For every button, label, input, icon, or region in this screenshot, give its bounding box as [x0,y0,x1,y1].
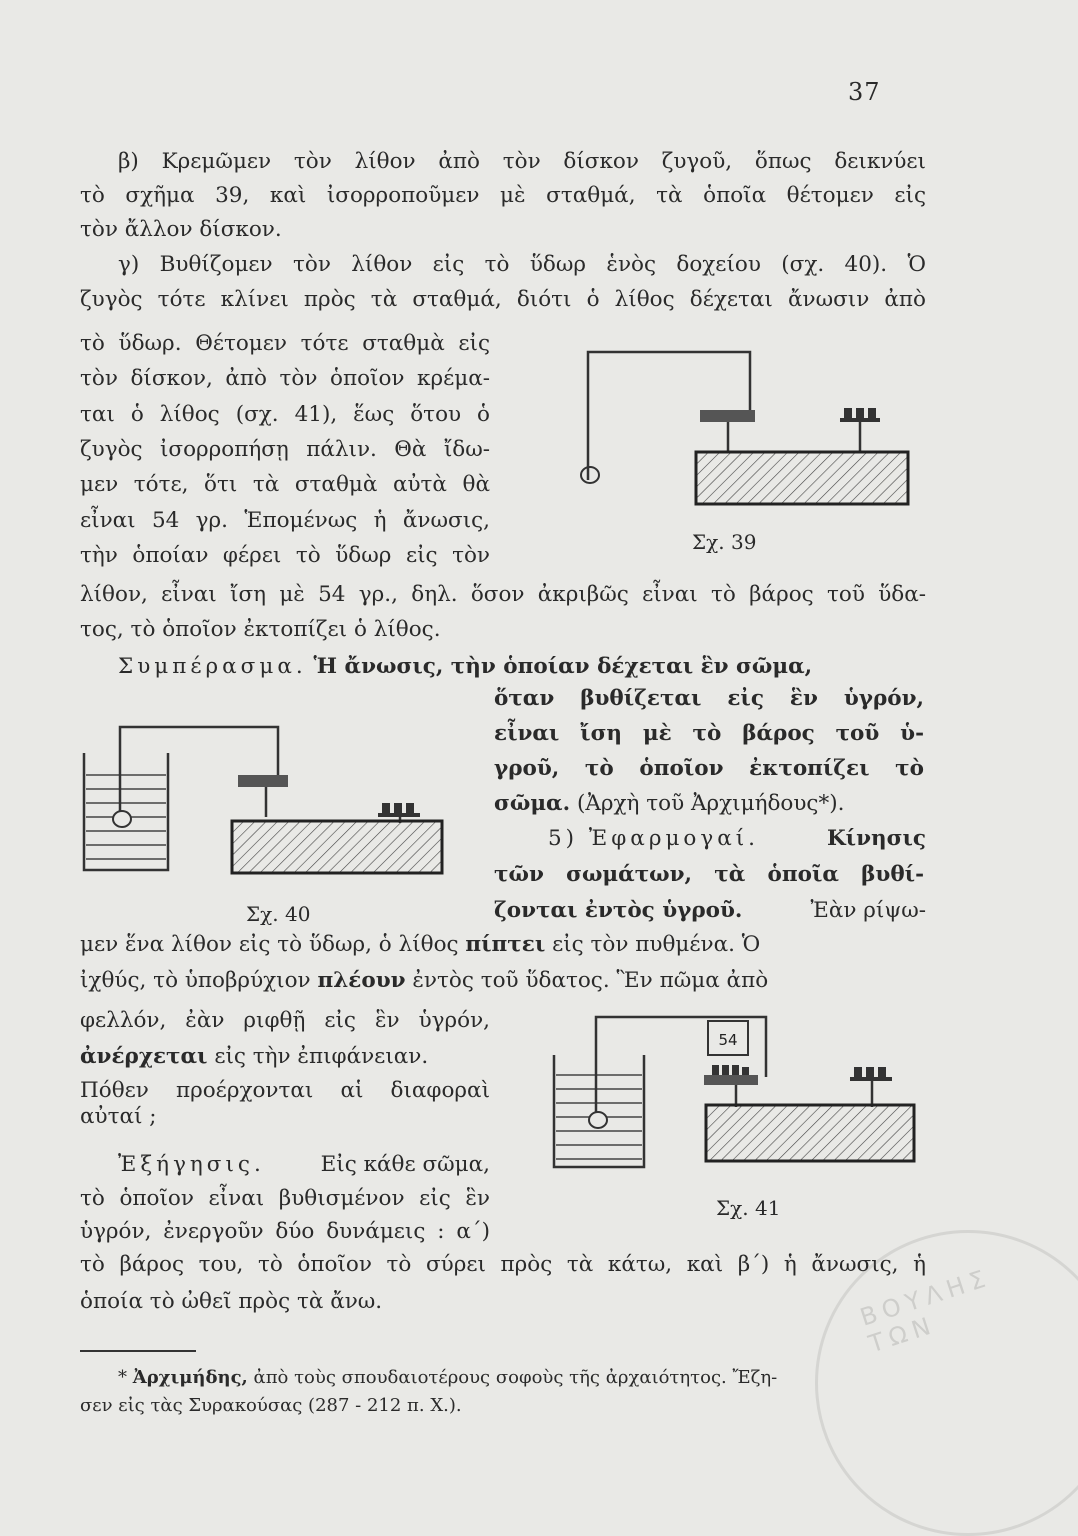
text-line: τὸ βάρος του, τὸ ὁποῖον τὸ σύρει πρὸς τὰ κάτω, καὶ β΄) ἡ ἄνωσις, ἡ [80,1252,926,1277]
text-line [494,787,844,821]
bold-text: σῶμα. [494,791,571,816]
section-heading: Συμπέρασμα. [118,654,307,679]
text-line [80,928,760,962]
bold-text: πλέουν [317,968,406,993]
bold-text: πίπτει [465,932,546,957]
weight-label: 54 [718,1031,738,1049]
right-pan [378,813,420,817]
bold-text: Ἀρχιμήδης, [132,1367,248,1388]
text-line: ζυγὸς τότε κλίνει πρὸς τὰ σταθμά, διότι ὁ λίθος δέχεται ἄνωσιν ἀπὸ [80,287,926,312]
figure-41-caption: Σχ. 41 [716,1196,781,1220]
text-line: τὸ ὁποῖον εἶναι βυθισμένον εἰς ἓν [80,1186,490,1211]
balance-base [706,1105,914,1161]
text-line [80,1040,428,1074]
right-pan [840,418,880,422]
text-line: ὅταν βυθίζεται εἰς ἓν ὑγρόν, [494,686,924,711]
text-line: τὸ σχῆμα 39, καὶ ἰσορροποῦμεν μὲ σταθμά, τὰ ὁποῖα θέτομεν εἰς [80,183,926,208]
text-span: Εἰς κάθε σῶμα, [320,1152,490,1177]
text-line [118,1148,490,1182]
weights-icon [382,803,414,813]
text-span: μεν ἕνα λίθον εἰς τὸ ὕδωρ, ὁ λίθος [80,932,459,957]
text-line [548,822,926,856]
text-line: τὸ ὕδωρ. Θέτομεν τότε σταθμὰ εἰς [80,331,490,356]
left-pan [700,410,755,422]
text-line: λίθον, εἶναι ἴση μὲ 54 γρ., δηλ. ὅσον ἀκριβῶς εἶναι τὸ βάρος τοῦ ὕδα- [80,582,926,607]
text-span: Ἐὰν ρίψω- [810,898,926,923]
text-line: ὁποία τὸ ὠθεῖ πρὸς τὰ ἄνω. [80,1289,383,1314]
left-pan [238,775,288,787]
figure-40-caption: Σχ. 40 [246,902,311,926]
text-span: ἐντὸς τοῦ ὕδατος. Ἓν πῶμα ἀπὸ [412,968,769,993]
footnote-line [118,1364,777,1392]
bold-text: ζονται ἐντὸς ὑγροῦ. [494,898,743,923]
footnote-line: σεν εἰς τὰς Συρακούσας (287 - 212 π. Χ.). [80,1395,462,1416]
text-span: ἰχθύς, τὸ ὑποβρύχιον [80,968,311,993]
text-line: ὑγρόν, ἐνεργοῦν δύο δυνάμεις : α΄) [80,1219,490,1244]
text-line: φελλόν, ἐὰν ριφθῇ εἰς ἓν ὑγρόν, [80,1008,490,1033]
weights-icon [712,1065,749,1075]
text-line: ζυγὸς ἰσορροπήσῃ πάλιν. Θὰ ἴδω- [80,437,490,462]
balance-base [696,452,908,504]
section-heading: Ἐξήγησις. [118,1152,265,1177]
footnote-rule [80,1350,196,1352]
text-line: γροῦ, τὸ ὁποῖον ἐκτοπίζει τὸ [494,756,924,781]
weights-icon [844,408,876,418]
stamp-watermark: ΒΟΥΛΗΣ ΤΩΝ [856,1263,995,1359]
text-span: εἰς τὸν πυθμένα. Ὁ [552,932,761,957]
page-number: 37 [848,78,881,106]
text-line [80,964,768,998]
section-heading: 5) Ἐφαρμογαί. [548,826,760,851]
balance-beam-frame [120,727,278,815]
figure-40-balance-submerged [78,715,448,890]
text-span: εἰς τὴν ἐπιφάνειαν. [214,1044,429,1069]
text-line: β) Κρεμῶμεν τὸν λίθον ἀπὸ τὸν δίσκον ζυγοῦ, ὅπως δεικνύει [118,149,926,174]
text-line: τῶν σωμάτων, τὰ ὁποῖα βυθί- [494,862,924,887]
text-line [494,894,926,928]
text-line: Πόθεν προέρχονται αἱ διαφοραὶ [80,1078,490,1103]
text-line: αὐταί ; [80,1104,157,1129]
weights-icon [854,1067,886,1077]
right-pan [850,1077,892,1081]
balance-beam-frame [596,1017,766,1113]
text-line: τος, τὸ ὁποῖον ἐκτοπίζει ὁ λίθος. [80,617,441,642]
text-line: τὴν ὁποίαν φέρει τὸ ὕδωρ εἰς τὸν [80,543,490,568]
text-line: γ) Βυθίζομεν τὸν λίθον εἰς τὸ ὕδωρ ἑνὸς δοχείου (σχ. 40). Ὁ [118,252,926,277]
left-pan [704,1075,758,1085]
text-line: εἶναι ἴση μὲ τὸ βάρος τοῦ ὑ- [494,721,924,746]
text-line: τὸν ἄλλον δίσκον. [80,217,282,242]
text-line [118,650,812,684]
text-span: ἀπὸ τοὺς σπουδαιοτέρους σοφοὺς τῆς ἀρχαιότητος. Ἔζη- [253,1367,778,1388]
text-line: τὸν δίσκον, ἀπὸ τὸν ὁποῖον κρέμα- [80,366,490,391]
text-line: εἶναι 54 γρ. Ἑπομένως ἡ ἄνωσις, [80,508,490,533]
citation: (Ἀρχὴ τοῦ Ἀρχιμήδους*). [576,791,845,816]
footnote-marker: * [118,1367,133,1388]
stone-icon [581,467,599,483]
text-line: ται ὁ λίθος (σχ. 41), ἕως ὅτου ὁ [80,402,490,427]
figure-41-balance-balanced [548,1005,928,1180]
figure-39-caption: Σχ. 39 [692,530,757,554]
bold-text: ἀνέρχεται [80,1044,208,1069]
text-line: μεν τότε, ὅτι τὰ σταθμὰ αὐτὰ θὰ [80,472,490,497]
stone-icon [113,811,131,827]
bold-text: Ἡ ἄνωσις, τὴν ὁποίαν δέχεται ἓν σῶμα, [313,654,813,679]
stone-icon [589,1112,607,1128]
balance-base [232,821,442,873]
water-container [554,1055,644,1167]
figure-39-balance [560,340,930,520]
bold-text: Κίνησις [827,826,926,851]
